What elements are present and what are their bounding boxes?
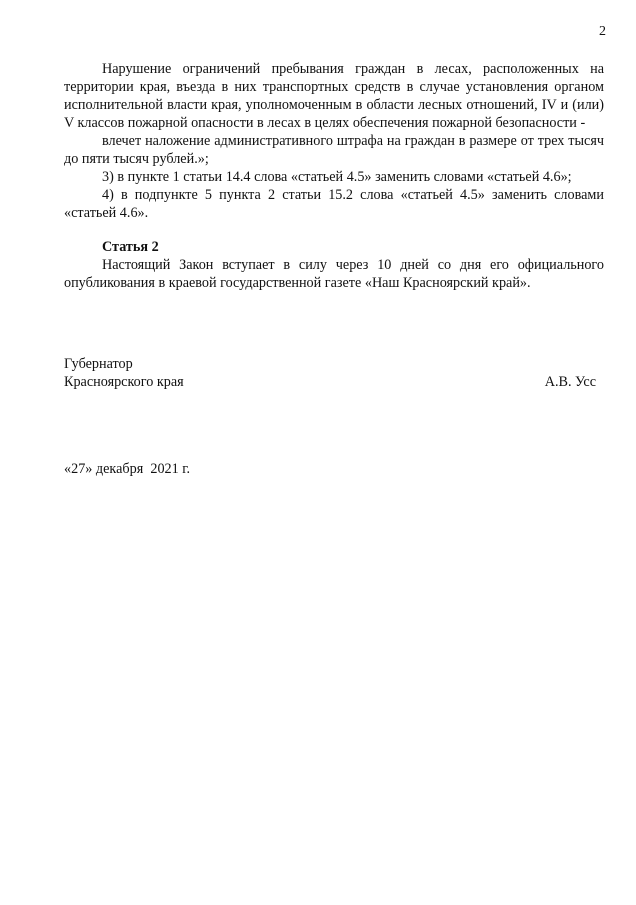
article-text: Настоящий Закон вступает в силу через 10 дней со дня его официального опубликования в краевой государственной газете «Наш Красноярский край». xyxy=(64,257,604,291)
page-number: 2 xyxy=(599,24,606,39)
signature-row xyxy=(64,373,596,391)
paragraph-violation: Нарушение ограничений пребывания граждан в лесах, расположенных на территории края, въезда в них транспортных средств в случае установления органом исполнительной власти края, уполномоченным в области лесных отношений, IV и (или) V классов пожарной опасности в лесах в целях обеспечения пожарной безопасности - xyxy=(64,61,604,131)
document-date: «27» декабря 2021 г. xyxy=(64,461,191,477)
signature-title-line1: Губернатор xyxy=(64,356,133,372)
paragraph-penalty: влечет наложение административного штрафа на граждан в размере от трех тысяч до пяти тысяч рублей.»; xyxy=(64,133,604,167)
paragraph-item-4: 4) в подпункте 5 пункта 2 статьи 15.2 слова «статьей 4.5» заменить словами «статьей 4.6». xyxy=(64,187,604,221)
document-body xyxy=(64,60,604,292)
article-heading: Статья 2 xyxy=(102,239,159,255)
signature-title-line2: Красноярского края xyxy=(64,374,184,390)
signatory-name: А.В. Усс xyxy=(544,374,596,390)
paragraph-item-3: 3) в пункте 1 статьи 14.4 слова «статьей 4.5» заменить словами «статьей 4.6»; xyxy=(102,169,572,185)
signature-block xyxy=(64,355,596,391)
